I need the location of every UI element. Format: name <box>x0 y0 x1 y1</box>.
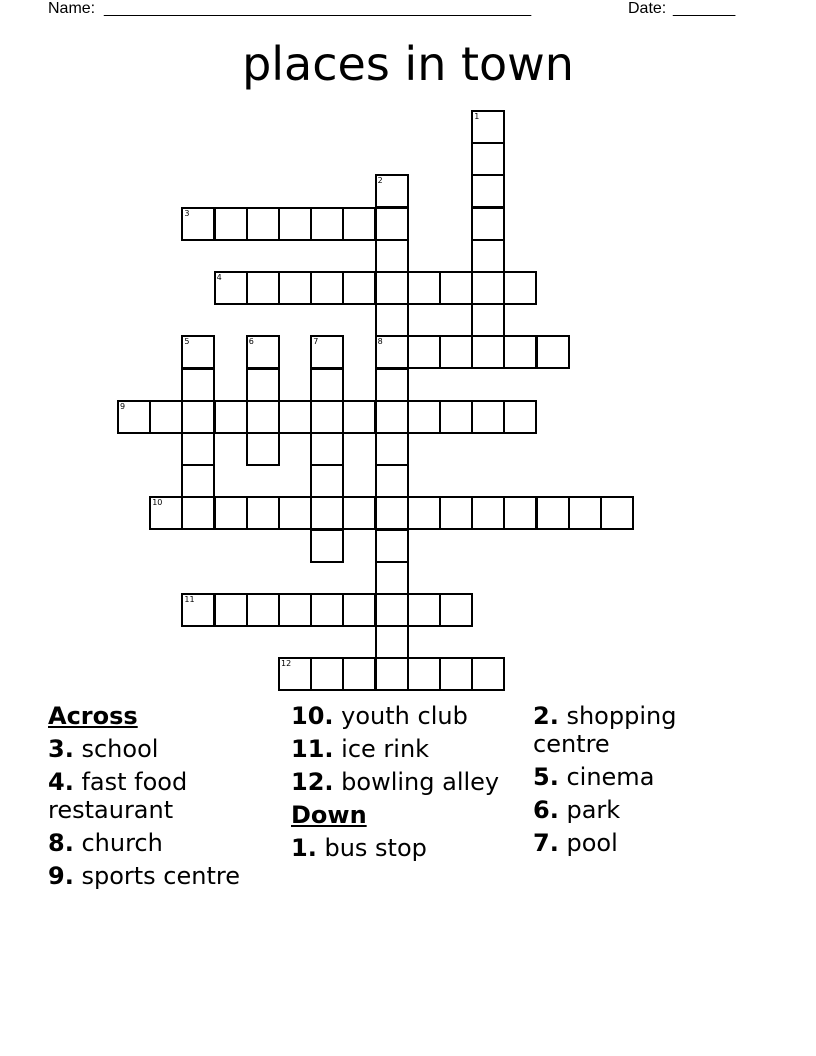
clue-down-6 <box>533 796 733 824</box>
clue-column-1 <box>48 702 288 895</box>
clue-number: 5. <box>533 763 559 791</box>
crossword-cell[interactable] <box>117 400 151 434</box>
clue-text: shopping centre <box>533 702 677 758</box>
crossword-cell[interactable] <box>214 207 248 241</box>
crossword-cell[interactable] <box>375 174 409 208</box>
clue-text: fast food restaurant <box>48 768 188 824</box>
clue-number: 2. <box>533 702 559 730</box>
clue-across-10 <box>291 702 501 730</box>
crossword-cell[interactable] <box>246 335 280 369</box>
crossword-cell[interactable] <box>181 432 215 466</box>
crossword-cell[interactable] <box>181 464 215 498</box>
date-label: Date: <box>628 0 667 17</box>
name-field[interactable]: ________________________________________________ <box>104 0 532 17</box>
cell-number: 6 <box>248 337 254 347</box>
crossword-cell[interactable] <box>407 271 441 305</box>
crossword-cell[interactable] <box>278 593 312 627</box>
crossword-cell[interactable] <box>246 400 280 434</box>
crossword-cell[interactable] <box>246 271 280 305</box>
crossword-cell[interactable] <box>214 496 248 530</box>
name-label: Name: <box>48 0 96 17</box>
crossword-cell[interactable] <box>407 593 441 627</box>
crossword-cell[interactable] <box>342 271 376 305</box>
cell-number: 2 <box>377 176 383 186</box>
clue-text: school <box>81 735 159 763</box>
crossword-cell[interactable] <box>342 657 376 691</box>
clue-across-11 <box>291 735 501 763</box>
crossword-cell[interactable] <box>181 496 215 530</box>
crossword-cell[interactable] <box>149 496 183 530</box>
crossword-cell[interactable] <box>536 496 570 530</box>
clue-number: 3. <box>48 735 74 763</box>
crossword-cell[interactable] <box>503 496 537 530</box>
crossword-cell[interactable] <box>471 207 505 241</box>
crossword-cell[interactable] <box>375 368 409 402</box>
crossword-cell[interactable] <box>310 207 344 241</box>
crossword-cell[interactable] <box>181 593 215 627</box>
crossword-cell[interactable] <box>471 303 505 337</box>
crossword-cell[interactable] <box>278 657 312 691</box>
crossword-cell[interactable] <box>181 400 215 434</box>
crossword-cell[interactable] <box>439 593 473 627</box>
crossword-cell[interactable] <box>536 335 570 369</box>
crossword-cell[interactable] <box>471 239 505 273</box>
crossword-cell[interactable] <box>471 110 505 144</box>
crossword-cell[interactable] <box>342 593 376 627</box>
across-heading: Across <box>48 702 138 730</box>
crossword-cell[interactable] <box>310 593 344 627</box>
clue-text: bus stop <box>324 834 427 862</box>
crossword-cell[interactable] <box>471 142 505 176</box>
crossword-cell[interactable] <box>439 496 473 530</box>
clue-text: church <box>81 829 163 857</box>
clue-column-2 <box>291 702 501 867</box>
clue-text: sports centre <box>81 862 240 890</box>
crossword-cell[interactable] <box>342 207 376 241</box>
down-heading: Down <box>291 801 367 829</box>
clue-number: 9. <box>48 862 74 890</box>
page-title: places in town <box>242 37 574 91</box>
clue-text: ice rink <box>341 735 430 763</box>
cell-number: 11 <box>184 595 195 604</box>
crossword-cell[interactable] <box>246 496 280 530</box>
crossword-cell[interactable] <box>471 335 505 369</box>
crossword-cell[interactable] <box>214 271 248 305</box>
clue-text: youth club <box>341 702 468 730</box>
crossword-cell[interactable] <box>246 207 280 241</box>
crossword-cell[interactable] <box>278 400 312 434</box>
cell-number: 1 <box>474 112 480 121</box>
crossword-cell[interactable] <box>214 400 248 434</box>
crossword-cell[interactable] <box>439 657 473 691</box>
crossword-cell[interactable] <box>471 496 505 530</box>
clue-text: cinema <box>566 763 655 791</box>
clue-number: 8. <box>48 829 74 857</box>
crossword-cell[interactable] <box>310 657 344 691</box>
crossword-cell[interactable] <box>342 496 376 530</box>
cell-number: 8 <box>377 337 383 347</box>
crossword-cell[interactable] <box>278 496 312 530</box>
clue-across-12 <box>291 768 501 796</box>
clue-number: 1. <box>291 834 317 862</box>
crossword-cell[interactable] <box>375 400 409 434</box>
crossword-cell[interactable] <box>310 400 344 434</box>
crossword-cell[interactable] <box>310 368 344 402</box>
crossword-cell[interactable] <box>375 271 409 305</box>
crossword-cell[interactable] <box>181 335 215 369</box>
crossword-cell[interactable] <box>310 335 344 369</box>
clue-across-4 <box>48 768 288 824</box>
crossword-cell[interactable] <box>310 496 344 530</box>
crossword-cell[interactable] <box>278 207 312 241</box>
crossword-cell[interactable] <box>375 657 409 691</box>
clue-column-3 <box>533 702 733 862</box>
crossword-cell[interactable] <box>375 529 409 563</box>
cell-number: 5 <box>184 337 190 347</box>
clue-number: 4. <box>48 768 74 796</box>
crossword-cell[interactable] <box>375 561 409 595</box>
crossword-cell[interactable] <box>600 496 634 530</box>
crossword-cell[interactable] <box>310 529 344 563</box>
crossword-cell[interactable] <box>375 464 409 498</box>
crossword-cell[interactable] <box>246 432 280 466</box>
cell-number: 3 <box>184 208 190 218</box>
cell-number: 7 <box>313 337 319 347</box>
crossword-cell[interactable] <box>375 496 409 530</box>
crossword-cell[interactable] <box>471 174 505 208</box>
clue-down-7 <box>533 829 733 857</box>
clue-number: 12. <box>291 768 334 796</box>
clue-down-5 <box>533 763 733 791</box>
clue-number: 7. <box>533 829 559 857</box>
crossword-cell[interactable] <box>375 335 409 369</box>
crossword-cell[interactable] <box>149 400 183 434</box>
crossword-cell[interactable] <box>439 271 473 305</box>
clue-down-1 <box>291 834 501 862</box>
clue-number: 6. <box>533 796 559 824</box>
clue-number: 10. <box>291 702 334 730</box>
crossword-cell[interactable] <box>375 207 409 241</box>
crossword-cell[interactable] <box>503 400 537 434</box>
crossword-cell[interactable] <box>246 368 280 402</box>
cell-number: 4 <box>216 273 222 282</box>
date-field[interactable]: _______ <box>673 0 736 17</box>
clue-number: 11. <box>291 735 334 763</box>
cell-number: 9 <box>120 401 126 411</box>
crossword-cell[interactable] <box>375 239 409 273</box>
crossword-cell[interactable] <box>310 432 344 466</box>
crossword-cell[interactable] <box>181 368 215 402</box>
crossword-cell[interactable] <box>310 464 344 498</box>
crossword-cell[interactable] <box>342 400 376 434</box>
crossword-cell[interactable] <box>407 335 441 369</box>
crossword-cell[interactable] <box>375 303 409 337</box>
crossword-cell[interactable] <box>407 496 441 530</box>
clue-down-2 <box>533 702 733 758</box>
clue-across-3 <box>48 735 288 763</box>
crossword-cell[interactable] <box>471 657 505 691</box>
crossword-cell[interactable] <box>375 432 409 466</box>
clue-text: bowling alley <box>341 768 500 796</box>
crossword-cell[interactable] <box>568 496 602 530</box>
crossword-cell[interactable] <box>503 271 537 305</box>
crossword-cell[interactable] <box>503 335 537 369</box>
crossword-cell[interactable] <box>310 271 344 305</box>
clue-text: pool <box>566 829 618 857</box>
crossword-cell[interactable] <box>439 335 473 369</box>
crossword-cell[interactable] <box>246 593 280 627</box>
crossword-cell[interactable] <box>375 593 409 627</box>
crossword-cell[interactable] <box>407 400 441 434</box>
cell-number: 12 <box>281 659 292 669</box>
clue-across-9 <box>48 862 288 890</box>
crossword-cell[interactable] <box>375 625 409 659</box>
crossword-cell[interactable] <box>471 400 505 434</box>
clue-text: park <box>566 796 621 824</box>
crossword-cell[interactable] <box>471 271 505 305</box>
crossword-cell[interactable] <box>278 271 312 305</box>
crossword-cell[interactable] <box>439 400 473 434</box>
crossword-cell[interactable] <box>407 657 441 691</box>
crossword-cell[interactable] <box>181 207 215 241</box>
crossword-cell[interactable] <box>214 593 248 627</box>
cell-number: 10 <box>152 498 163 508</box>
clue-across-8 <box>48 829 288 857</box>
